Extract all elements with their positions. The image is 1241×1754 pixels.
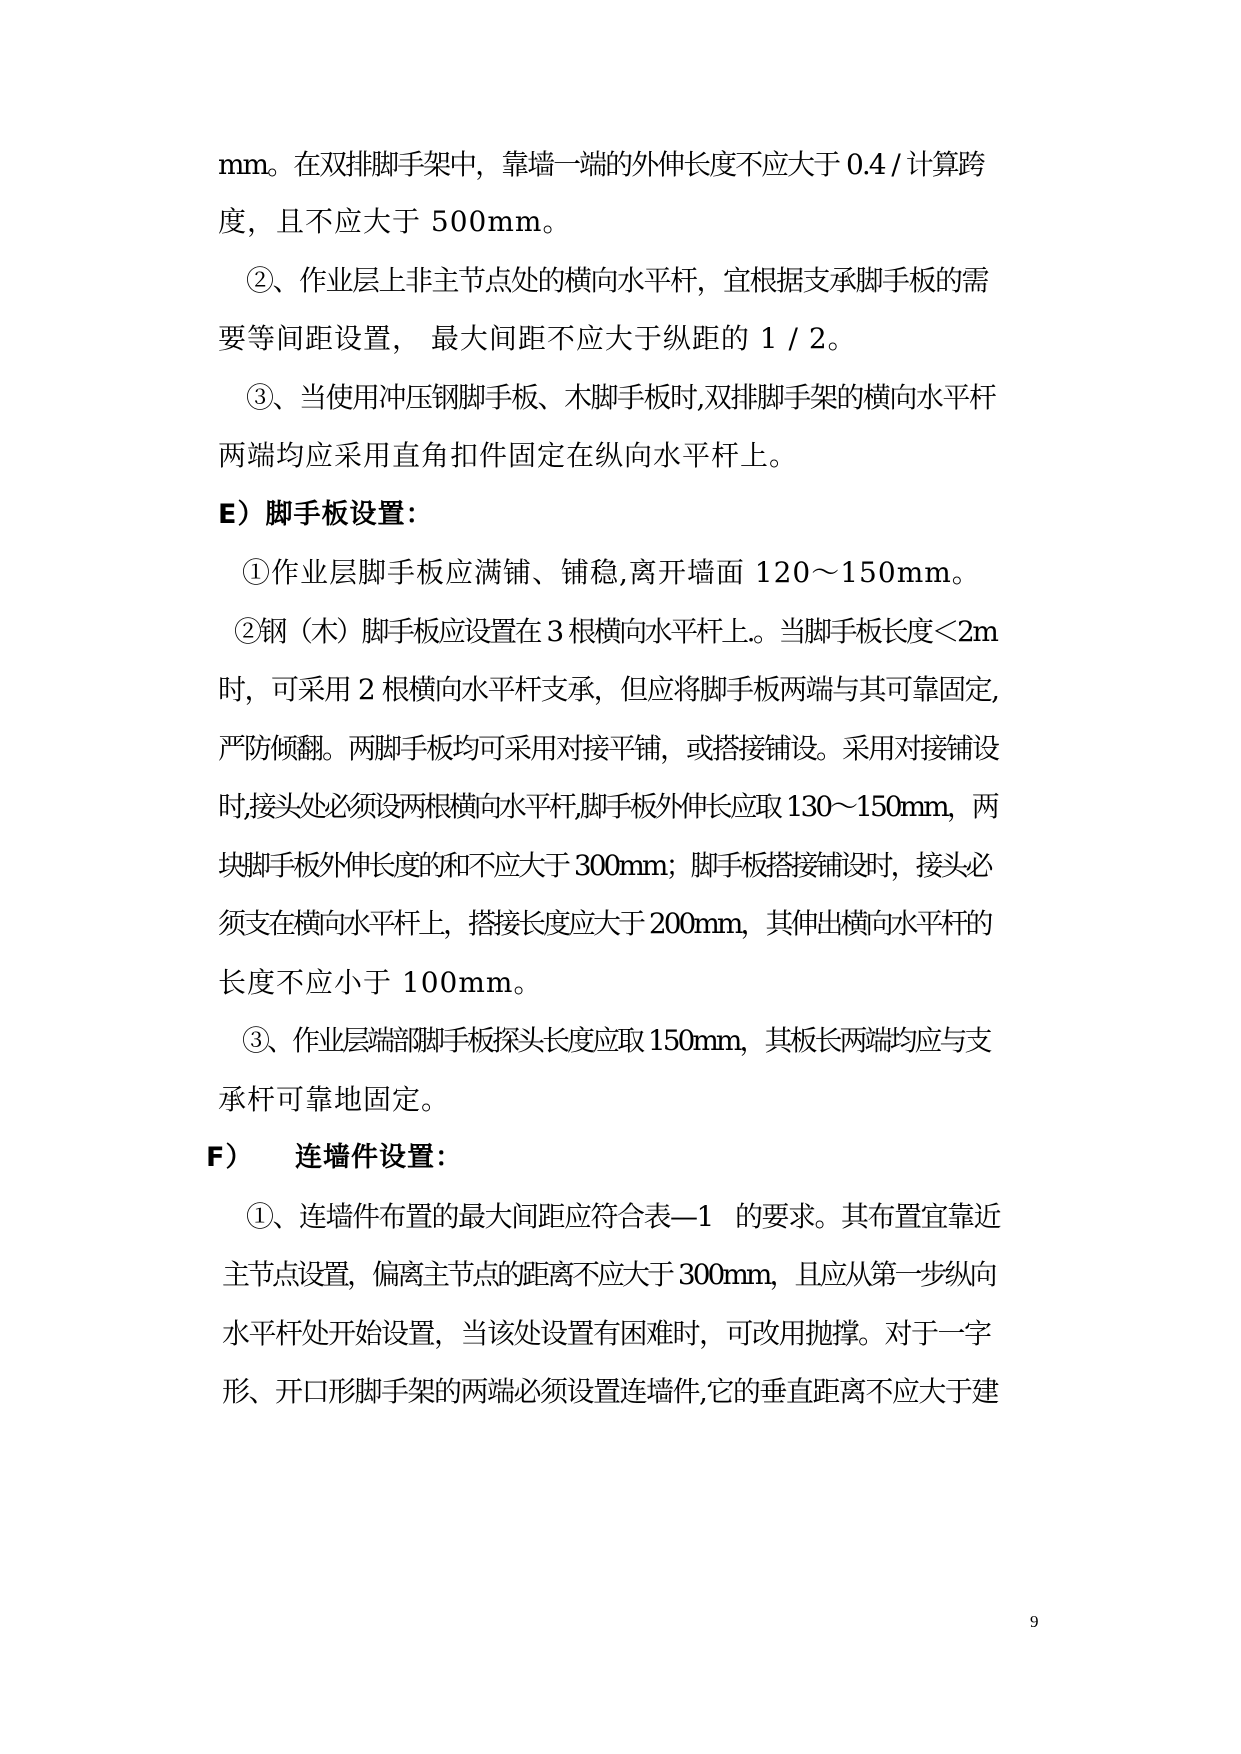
text-line: 承杆可靠地固定。 xyxy=(218,1083,451,1116)
text-line: 要等间距设置， 最大间距不应大于纵距的 1 / 2。 xyxy=(218,322,857,355)
text-line: ②、作业层上非主节点处的横向水平杆，宜根据支承脚手板的需 xyxy=(246,264,989,297)
page-number: 9 xyxy=(1030,1612,1039,1631)
text-line: 块脚手板外伸长度的和不应大于 300mm；脚手板搭接铺设时，接头必 xyxy=(218,849,991,882)
text-line: 度，且不应大于 500mm。 xyxy=(218,205,572,238)
text-line: ②钢（木）脚手板应设置在 3 根横向水平杆上.。当脚手板长度＜2m xyxy=(234,615,997,648)
text-line: ③、当使用冲压钢脚手板、木脚手板时,双排脚手架的横向水平杆 xyxy=(246,381,996,414)
text-line: 水平杆处开始设置，当该处设置有困难时，可改用抛撑。对于一字 xyxy=(222,1317,991,1350)
text-line: ①作业层脚手板应满铺、铺稳,离开墙面 120～150mm。 xyxy=(242,556,981,589)
text-line: 两端均应采用直角扣件固定在纵向水平杆上。 xyxy=(218,439,799,472)
text-line: ③、作业层端部脚手板探头长度应取 150mm，其板长两端均应与支 xyxy=(242,1024,990,1057)
text-line: 严防倾翻。两脚手板均可采用对接平铺，或搭接铺设。采用对接铺设 xyxy=(218,732,999,765)
text-line: 形、开口形脚手架的两端必须设置连墙件,它的垂直距离不应大于建 xyxy=(222,1375,998,1408)
text-line: 须支在横向水平杆上，搭接长度应大于 200mm，其伸出横向水平杆的 xyxy=(218,907,991,940)
text-line: 主节点设置，偏离主节点的距离不应大于 300mm，且应从第一步纵向 xyxy=(222,1258,995,1291)
section-heading-e: E）脚手板设置： xyxy=(218,499,434,530)
text-line: ①、连墙件布置的最大间距应符合表—1 的要求。其布置宜靠近 xyxy=(246,1200,1001,1233)
text-line: mm。在双排脚手架中，靠墙一端的外伸长度不应大于 0.4 / 计算跨 xyxy=(218,148,984,181)
text-line: 时，可采用 2 根横向水平杆支承，但应将脚手板两端与其可靠固定, xyxy=(218,673,999,706)
text-line: 长度不应小于 100mm。 xyxy=(218,966,543,999)
section-heading-f: F） 连墙件设置： xyxy=(206,1142,464,1173)
text-line: 时,接头处必须设两根横向水平杆,脚手板外伸长应取 130～150mm，两 xyxy=(218,790,997,823)
